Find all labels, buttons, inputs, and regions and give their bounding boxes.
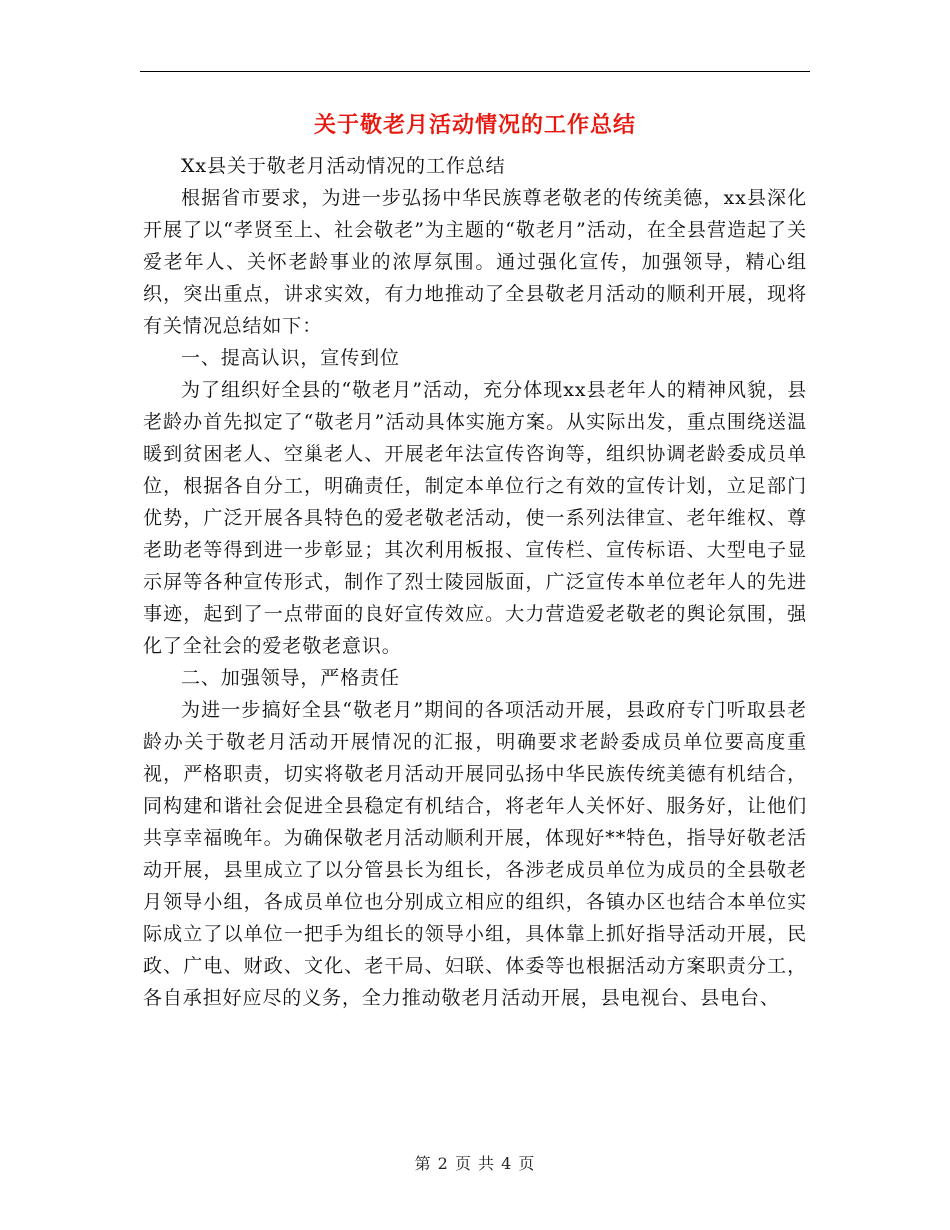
- page-footer: 第 2 页 共 4 页: [414, 1154, 536, 1173]
- section-paragraph-2: 为进一步搞好全县“敬老月”期间的各项活动开展，县政府专门听取县老龄办关于敬老月活动开展情况的汇报，明确要求老龄委成员单位要高度重视，严格职责，切实将敬老月活动开展同弘扬中华民族传统美德有机结合，同构建和谐社会促进全县稳定有机结合，将老年人关怀好、服务好，让他们共享幸福晚年。为确保敬老月活动顺利开展，体现好**特色，指导好敬老活动开展，县里成立了以分管县长为组长，各涉老成员单位为成员的全县敬老月领导小组，各成员单位也分别成立相应的组织，各镇办区也结合本单位实际成立了以单位一把手为组长的领导小组，具体靠上抓好指导活动开展，民政、广电、财政、文化、老干局、妇联、体委等也根据活动方案职责分工，各自承担好应尽的义务，全力推动敬老月活动开展，县电视台、县电台、: [143, 699, 807, 1009]
- section-heading-1: 一、提高认识，宣传到位: [181, 347, 400, 369]
- document-title: 关于敬老月活动情况的工作总结: [313, 113, 636, 138]
- header-rule: [140, 71, 810, 72]
- document-body: [143, 150, 807, 1014]
- intro-paragraph: 根据省市要求，为进一步弘扬中华民族尊老敬老的传统美德，xx县深化开展了以“孝贤至上、社会敬老”为主题的“敬老月”活动，在全县营造起了关爱老年人、关怀老龄事业的浓厚氛围。通过强化宣传，加强领导，精心组织，突出重点，讲求实效，有力地推动了全县敬老月活动的顺利开展，现将有关情况总结如下：: [143, 187, 807, 337]
- document-subtitle: Xx县关于敬老月活动情况的工作总结: [181, 155, 506, 177]
- section-heading-2: 二、加强领导，严格责任: [181, 667, 400, 689]
- section-paragraph-1: 为了组织好全县的“敬老月”活动，充分体现xx县老年人的精神风貌，县老龄办首先拟定了“敬老月”活动具体实施方案。从实际出发，重点围绕送温暖到贫困老人、空巢老人、开展老年法宣传咨询等，组织协调老龄委成员单位，根据各自分工，明确责任，制定本单位行之有效的宣传计划，立足部门优势，广泛开展各具特色的爱老敬老活动，使一系列法律宣、老年维权、尊老助老等得到进一步彰显；其次利用板报、宣传栏、宣传标语、大型电子显示屏等各种宣传形式，制作了烈士陵园版面，广泛宣传本单位老年人的先进事迹，起到了一点带面的良好宣传效应。大力营造爱老敬老的舆论氛围，强化了全社会的爱老敬老意识。: [143, 379, 807, 657]
